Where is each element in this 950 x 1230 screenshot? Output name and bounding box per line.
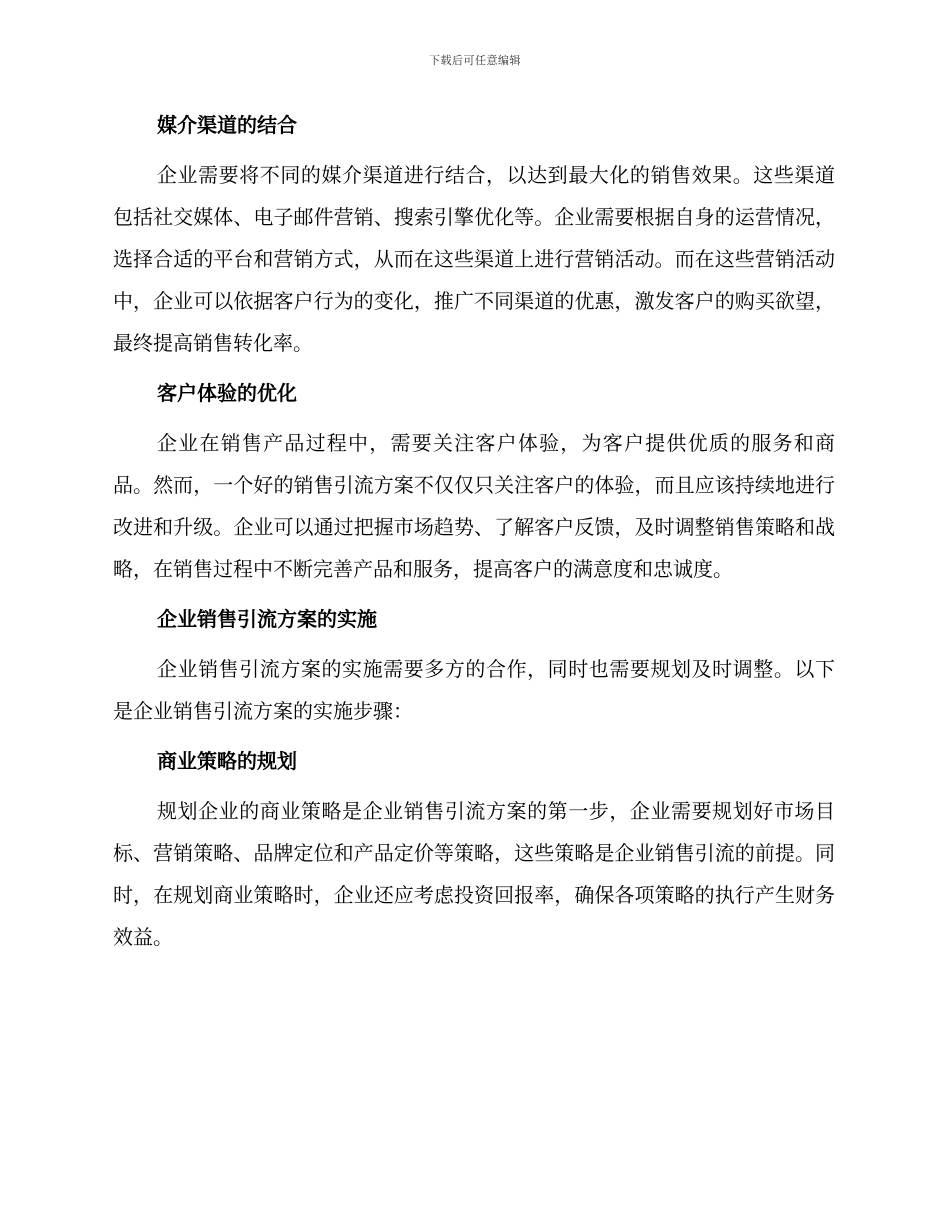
section-heading-implementation: 企业销售引流方案的实施: [157, 607, 377, 631]
section-heading-business-strategy: 商业策略的规划: [157, 749, 297, 773]
page-header: 下载后可任意编辑: [429, 54, 521, 67]
section-heading-customer-experience: 客户体验的优化: [157, 381, 297, 405]
section-paragraph-media-channels: 企业需要将不同的媒介渠道进行结合，以达到最大化的销售效果。这些渠道包括社交媒体、电子邮件营销、搜索引擎优化等。企业需要根据自身的运营情况，选择合适的平台和营销方式，从而在这些渠道上进行营销活动。而在这些营销活动中，企业可以依据客户行为的变化，推广不同渠道的优惠，激发客户的购买欲望，最终提高销售转化率。: [113, 163, 835, 355]
section-paragraph-implementation: 企业销售引流方案的实施需要多方的合作，同时也需要规划及时调整。以下是企业销售引流方案的实施步骤：: [113, 657, 835, 723]
section-paragraph-customer-experience: 企业在销售产品过程中，需要关注客户体验，为客户提供优质的服务和商品。然而，一个好的销售引流方案不仅仅只关注客户的体验，而且应该持续地进行改进和升级。企业可以通过把握市场趋势、了解客户反馈，及时调整销售策略和战略，在销售过程中不断完善产品和服务，提高客户的满意度和忠诚度。: [113, 431, 835, 581]
section-paragraph-business-strategy: 规划企业的商业策略是企业销售引流方案的第一步，企业需要规划好市场目标、营销策略、品牌定位和产品定价等策略，这些策略是企业销售引流的前提。同时，在规划商业策略时，企业还应考虑投资回报率，确保各项策略的执行产生财务效益。: [113, 799, 835, 949]
document-body: [113, 108, 835, 970]
section-heading-media-channels: 媒介渠道的结合: [157, 113, 297, 137]
